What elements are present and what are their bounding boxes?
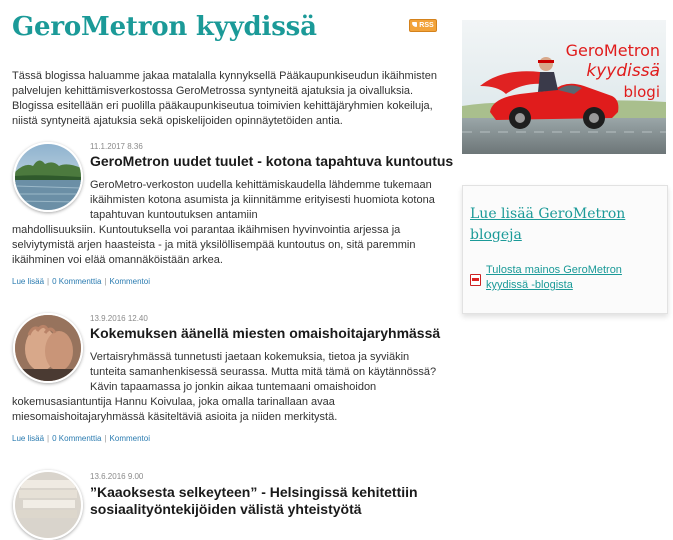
post-links	[12, 277, 150, 286]
comments-count-link[interactable]: 0 Kommenttia	[52, 434, 102, 443]
link-separator: |	[47, 277, 50, 286]
print-ad-link[interactable]: Tulosta mainos GeroMetron kyydissä -blogista	[486, 264, 622, 291]
pdf-icon	[470, 274, 481, 286]
blog-intro: Tässä blogissa haluamme jakaa matalalla kynnyksellä Pääkaupunkiseudun ikäihmisten palvelujen kehittämisverkostossa GeroMetrossa syntyneitä ajatuksia ja oivalluksia. Blogissa esitellään eri puolilla pääkaupunkiseutua toimivien kehittäjäryhmien kokeiluja, niistä syntyneitä ajatuksia sekä opiskelijoiden opinnäytetöiden antia.	[12, 70, 437, 127]
post-links	[12, 434, 150, 443]
rss-icon	[412, 22, 417, 27]
link-separator: |	[104, 434, 107, 443]
read-more-link[interactable]: Lue lisää	[12, 277, 45, 286]
link-separator: |	[47, 434, 50, 443]
post-title[interactable]: GeroMetron uudet tuulet - kotona tapahtuva kuntoutus	[90, 153, 454, 169]
sidebar-box	[462, 185, 668, 314]
post-thumbnail-lake[interactable]	[13, 142, 83, 212]
hero-caption-line3: blogi	[623, 83, 660, 101]
rss-feed-button[interactable]	[409, 19, 437, 32]
more-blogs-link[interactable]: Lue lisää GeroMetron blogeja	[470, 206, 626, 243]
post-excerpt-top: GeroMetro-verkoston uudella kehittämiskaudella lähdemme tukemaan ikäihmisten kotona asumista ja kiinnitämme erityisesti huomiota kotona tapahtuvan kuntoutuksen antamiin	[90, 179, 435, 221]
rss-label: RSS	[419, 22, 434, 29]
comments-count-link[interactable]: 0 Kommenttia	[52, 277, 102, 286]
blog-hero-image[interactable]	[462, 20, 666, 154]
blog-title: GeroMetron kyydissä	[12, 12, 317, 42]
post-excerpt-top: Vertaisryhmässä tunnetusti jaetaan kokemuksia, tietoa ja syviäkin tunteita samanhenkisessä seurassa. Mutta mitä tämä on käytännössä? Kävin tapaamassa jo jonkin aikaa tuntemaani omaishoidon	[90, 351, 437, 393]
post-excerpt-rest: kokemusasiantuntija Hannu Koivulaa, joka omalla tarinallaan avaa miesomaishoitajaryhmässä käsiteltäviä asioita ja niiden merkitystä.	[12, 396, 338, 423]
post-title[interactable]: ”Kaaoksesta selkeyteen” - Helsingissä kehitettiin sosiaalityöntekijöiden välistä yhteistyötä	[90, 484, 418, 517]
hero-caption-line1: GeroMetron	[565, 41, 660, 60]
post-date: 11.1.2017 8.36	[90, 142, 143, 151]
link-separator: |	[104, 277, 107, 286]
read-more-link[interactable]: Lue lisää	[12, 434, 45, 443]
hero-caption-line2: kyydissä	[586, 61, 660, 81]
post-thumbnail-papers[interactable]	[13, 470, 83, 540]
post-title[interactable]: Kokemuksen äänellä miesten omaishoitajaryhmässä	[90, 325, 441, 341]
comment-link[interactable]: Kommentoi	[109, 434, 151, 443]
post-date: 13.9.2016 12.40	[90, 314, 148, 323]
comment-link[interactable]: Kommentoi	[109, 277, 151, 286]
post-thumbnail-hands[interactable]	[13, 313, 83, 383]
hero-caption	[540, 40, 660, 103]
post-excerpt-rest: mahdollisuuksiin. Kuntoutuksella voi parantaa ikäihmisen hyvinvointia arjessa ja selviytymistä arjen haasteista - ja mitä yksilöllisempää kuntoutus on, sitä paremmin ikäihminen voi elää omannäköistään arkea.	[12, 224, 416, 266]
post-date: 13.6.2016 9.00	[90, 472, 144, 481]
